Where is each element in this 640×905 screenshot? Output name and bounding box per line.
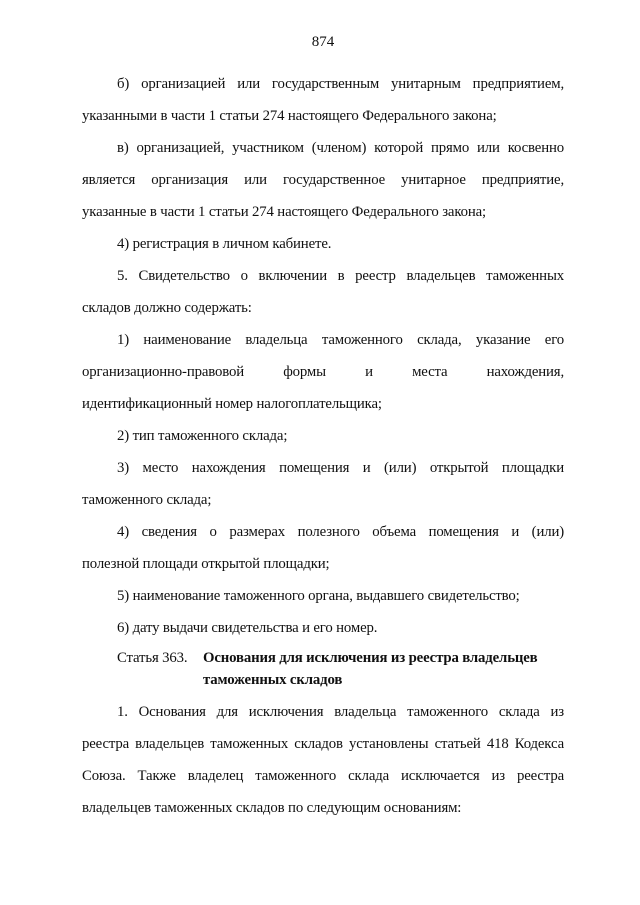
text-line: 4) регистрация в личном кабинете. [117,236,332,252]
article-title-line: таможенных складов [203,672,343,688]
text-line: 6) дату выдачи свидетельства и его номер. [117,620,378,636]
text-line: складов должно содержать: [82,300,252,316]
paragraph [82,68,564,132]
paragraph [82,420,564,452]
text-line: идентификационный номер налогоплательщика; [82,396,382,412]
text-line: б) организацией или государственным унитарным предприятием, [117,76,564,92]
paragraph [82,696,564,824]
text-line: организационно-правовой формы и места нахождения, [82,364,564,380]
article-heading [82,647,564,691]
text-line: 2) тип таможенного склада; [117,428,288,444]
page-number: 874 [311,34,335,50]
text-line: указанные в части 1 статьи 274 настоящего Федерального закона; [82,204,487,220]
article-number-label: Статья 363. [117,650,188,666]
paragraph [82,228,564,260]
text-line: в) организацией, участником (членом) которой прямо или косвенно [117,140,564,156]
text-line: Союза. Также владелец таможенного склада исключается из реестра [82,768,564,784]
article-title-line: Основания для исключения из реестра владельцев [203,650,538,666]
text-line: владельцев таможенных складов по следующим основаниям: [82,800,462,816]
paragraph [82,260,564,324]
text-line: 1) наименование владельца таможенного склада, указание его [117,332,564,348]
text-line: полезной площади открытой площадки; [82,556,330,572]
paragraph [82,580,564,612]
text-line: 5) наименование таможенного органа, выдавшего свидетельство; [117,588,520,604]
text-line: является организация или государственное унитарное предприятие, [82,172,564,188]
text-line: 4) сведения о размерах полезного объема помещения и (или) [117,524,564,540]
paragraph [82,132,564,228]
text-line: 1. Основания для исключения владельца таможенного склада из [117,704,564,720]
text-line: таможенного склада; [82,492,212,508]
paragraph [82,516,564,580]
text-line: указанными в части 1 статьи 274 настоящего Федерального закона; [82,108,497,124]
paragraph [82,612,564,644]
article-title [203,647,538,691]
paragraph [82,324,564,420]
text-line: 5. Свидетельство о включении в реестр владельцев таможенных [117,268,564,284]
text-line: 3) место нахождения помещения и (или) открытой площадки [117,460,564,476]
document-body [82,68,564,824]
text-line: реестра владельцев таможенных складов установлены статьей 418 Кодекса [82,736,564,752]
paragraph [82,452,564,516]
